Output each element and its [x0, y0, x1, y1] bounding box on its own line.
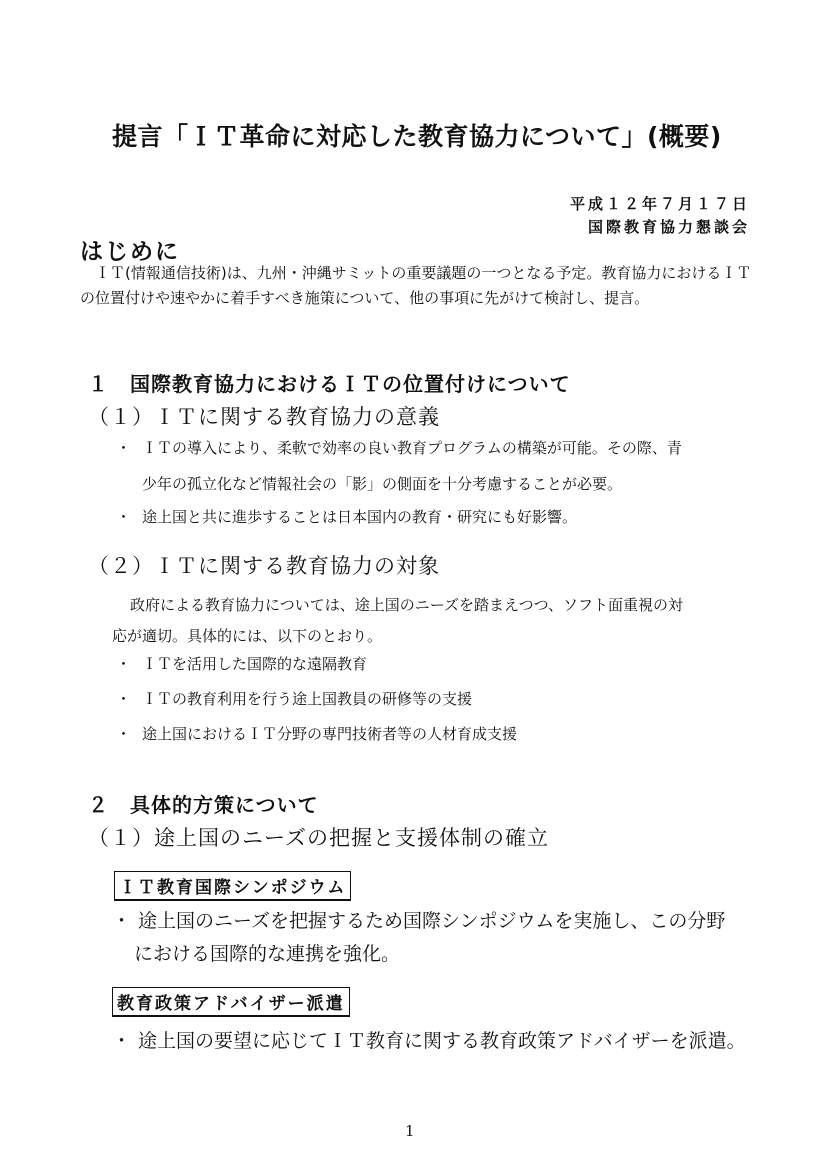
section2-sub1-heading: （１）途上国のニーズの把握と支援体制の確立 — [88, 826, 549, 850]
document-organization: 国際教育協力懇談会 — [587, 218, 750, 236]
page-number: 1 — [405, 1122, 415, 1140]
intro-text: ＩＴ(情報通信技術)は、九州・沖縄サミットの重要議題の一つとなる予定。教育協力におけるＩＴの位置付けや速やかに着手すべき施策について、他の事項に先がけて検討し、提言。 — [80, 264, 752, 307]
bullet-mark: ・ — [112, 1030, 132, 1052]
paragraph-line: 応が適切。具体的には、以下のとおり。 — [112, 627, 383, 645]
measure-label-box: ＩＴ教育国際シンポジウム — [114, 871, 351, 901]
document-date: 平成１２年７月１７日 — [569, 195, 750, 213]
list-item — [116, 716, 517, 752]
bullet-mark: ・ — [116, 508, 132, 526]
bullet-text: 途上国におけるＩＴ分野の専門技術者等の人材育成支援 — [142, 725, 518, 743]
bullet-mark: ・ — [116, 725, 132, 743]
list-item — [112, 903, 725, 939]
measure-label-box: 教育政策アドバイザー派遣 — [112, 987, 350, 1017]
list-item — [116, 681, 472, 717]
bullet-text: ＩＴの導入により、柔軟で効率の良い教育プログラムの構築が可能。その際、青 — [142, 439, 682, 457]
section1-heading: １ 国際教育協力におけるＩＴの位置付けについて — [88, 372, 571, 396]
bullet-text: ＩＴの教育利用を行う途上国教員の研修等の支援 — [142, 690, 473, 708]
paragraph-line: 政府による教育協力については、途上国のニーズを踏まえつつ、ソフト面重視の対 — [130, 596, 684, 614]
section2-heading: ２ 具体的方策について — [88, 793, 319, 817]
list-item — [116, 499, 577, 535]
document-title: 提言「ＩＴ革命に対応した教育協力について」(概要) — [112, 122, 722, 151]
bullet-text: 途上国と共に進歩することは日本国内の教育・研究にも好影響。 — [142, 508, 578, 526]
list-item — [116, 646, 367, 682]
bullet-mark: ・ — [112, 910, 132, 932]
bullet-continuation: における国際的な連携を強化。 — [134, 943, 401, 965]
list-item — [112, 1023, 746, 1059]
bullet-mark: ・ — [116, 439, 132, 457]
section1-sub2-heading: （２）ＩＴに関する教育協力の対象 — [88, 554, 440, 578]
bullet-continuation: 少年の孤立化など情報社会の「影」の側面を十分考慮することが必要。 — [142, 475, 623, 493]
bullet-text: 途上国の要望に応じてＩＴ教育に関する教育政策アドバイザーを派遣。 — [138, 1030, 746, 1052]
intro-heading: はじめに — [80, 239, 180, 265]
bullet-text: 途上国のニーズを把握するため国際シンポジウムを実施し、この分野 — [138, 910, 726, 932]
bullet-mark: ・ — [116, 690, 132, 708]
list-item — [116, 430, 682, 466]
bullet-text: ＩＴを活用した国際的な遠隔教育 — [142, 655, 368, 673]
section1-sub1-heading: （１）ＩＴに関する教育協力の意義 — [88, 405, 440, 429]
bullet-mark: ・ — [116, 655, 132, 673]
